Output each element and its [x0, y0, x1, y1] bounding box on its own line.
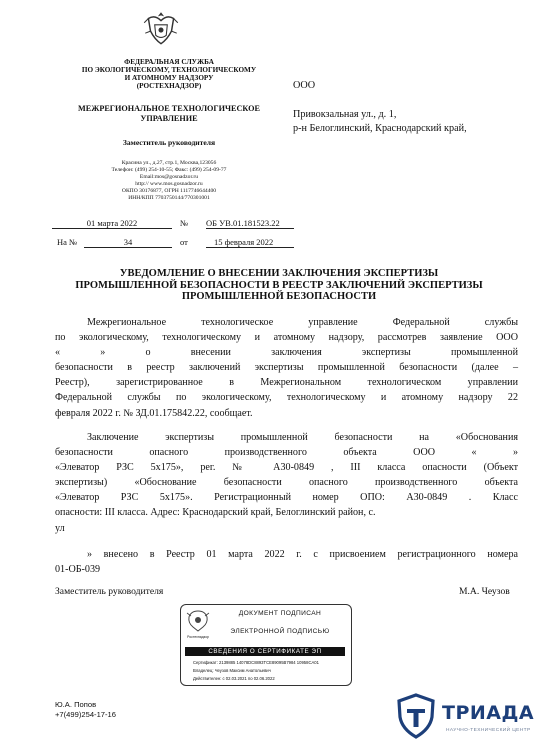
department-name: МЕЖРЕГИОНАЛЬНОЕ ТЕХНОЛОГИЧЕСКОЕ УПРАВЛЕНИЕ [78, 104, 260, 123]
stamp-owner: Владелец: Чеузов Максим Анатольевич [193, 668, 271, 673]
paragraph-2: Заключение экспертизы промышленной безопасности на «Обоснования безопасности опасного производственного объекта ООО « » «Элеватор РЗС 5х175», рег. № А30-0849 , III класса опасности (Объект экспертизы) «Обоснование безопасности опасного производственного объекта «Элеватор РЗС 5х175». Регистрационный номер ОПО: А30-0849 . Класс опасности: III класса. Адрес: Краснодарский край, Белоглинский район, с. ул [55, 432, 518, 534]
stamp-logo-caption: Ростехнадзор [187, 635, 209, 639]
triada-shield-logo-icon [396, 693, 436, 739]
recipient-address-line2: р-н Белоглинский, Краснодарский край, [293, 123, 467, 134]
recipient-address-line1: Привокзальная ул., д. 1, [293, 109, 397, 120]
stamp-certificate: Сертификат: 2139885 14078DC8893TCE89095B7984 10958CA01 [193, 660, 319, 665]
stamp-cert-header: СВЕДЕНИЯ О СЕРТИФИКАТЕ ЭП [185, 647, 345, 656]
stamp-digital-signature: ЭЛЕКТРОННОЙ ПОДПИСЬЮ [230, 628, 330, 635]
signature-name: М.А. Чеузов [459, 586, 510, 597]
paragraph-3: » внесено в Реестр 01 марта 2022 г. с присвоением регистрационного номера 01-ОБ-039 [55, 549, 518, 576]
organization-contacts: Красина ул., д.27, стр.1, Москва,123056 Телефон: (499) 254-10-55; Факс: (499) 254-09-77 Email:mos@gosnadzor.ru http:// www.mos.gosnadzor.ru ОКПО 30176877, ОГРН 1117746644400 ИНН/КПП 7703750144/770301001 [111, 160, 227, 201]
sender-position: Заместитель руководителя [122, 138, 216, 147]
brand-tagline: НАУЧНО-ТЕХНИЧЕСКИЙ ЦЕНТР [446, 728, 531, 733]
paragraph-1: Межрегиональное технологическое управление Федеральной службы по экологическому, технологическому и атомному надзору, рассмотрев заявление ООО « » о внесении заключения экспертизы промышленной безопасности в реестр заключений экспертизы промышленной безопасности (далее – Реестр), зарегистрированное в Межрегиональном технологическом управлении Федеральной службы по экологическому, технологическому и атомному надзору 22 февраля 2022 г. № ЗД.01.175842.22, сообщает. [55, 317, 518, 419]
stamp-doc-signed: ДОКУМЕНТ ПОДПИСАН [238, 610, 322, 617]
stamp-validity: Действителен: с 02.03.2021 по 02.06.2022 [193, 676, 275, 681]
document-date: 01 марта 2022 [52, 218, 172, 229]
reference-date: 15 февраля 2022 [206, 237, 294, 248]
document-title: УВЕДОМЛЕНИЕ О ВНЕСЕНИИ ЗАКЛЮЧЕНИЯ ЭКСПЕРТИЗЫ ПРОМЫШЛЕННОЙ БЕЗОПАСНОСТИ В РЕЕСТР ЗАКЛЮЧЕНИЙ ЭКСПЕРТИЗЫ ПРОМЫШЛЕННОЙ БЕЗОПАСНОСТИ [75, 268, 483, 302]
digital-signature-stamp [180, 604, 352, 686]
reference-number-label: На № [57, 237, 78, 247]
reference-from-label: от [180, 237, 188, 247]
coat-of-arms-icon [140, 8, 182, 50]
organization-name: ФЕДЕРАЛЬНАЯ СЛУЖБА ПО ЭКОЛОГИЧЕСКОМУ, ТЕХНОЛОГИЧЕСКОМУ И АТОМНОМУ НАДЗОРУ (РОСТЕХНАДЗОР) [81, 58, 257, 90]
brand-name: ТРИАДА [442, 702, 535, 724]
document-number-label: № [180, 218, 189, 228]
executor-phone: +7(499)254-17-16 [55, 710, 117, 719]
executor-name: Ю.А. Попов [55, 700, 97, 709]
document-number: ОБ УВ.01.181523.22 [206, 218, 294, 229]
reference-number: 34 [84, 237, 172, 248]
signature-position: Заместитель руководителя [55, 586, 164, 597]
recipient-name: ООО [293, 80, 316, 91]
